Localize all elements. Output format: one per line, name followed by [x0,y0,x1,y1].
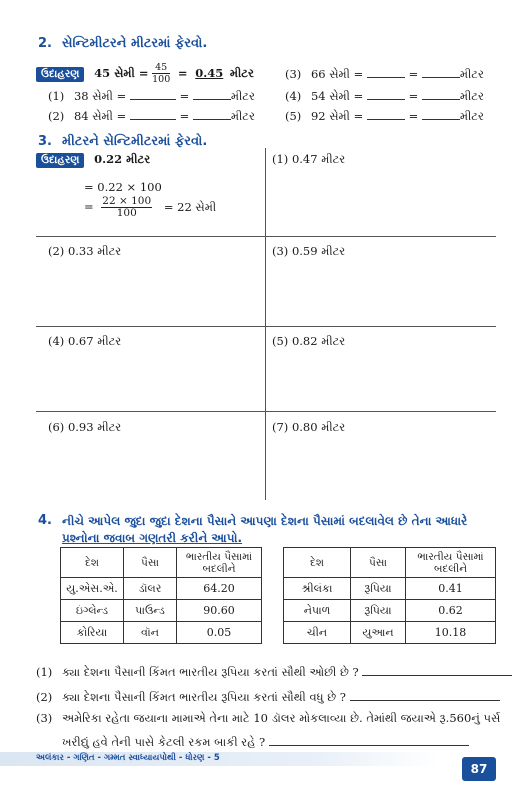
cell-country: યુ.એસ.એ. [61,578,124,600]
unit-label: મીટર [230,109,255,123]
eq-sign: = [179,109,190,123]
unit-label: મીટર [459,89,484,103]
answer-line[interactable] [362,663,512,676]
question-text: ખરીદ્યું હવે તેની પાસે કેટલી રકમ બાકી રહે ? [62,735,266,749]
table-row [284,578,496,600]
cell-currency: ડૉલર [124,578,177,600]
example-lhs: 45 સેમી = [94,65,149,80]
section-3-number: 3. [38,134,52,149]
section-2-example [36,62,276,84]
question-2 [36,688,496,705]
grid-divider-vertical [265,148,266,500]
cell-value: 0.62 [406,600,496,622]
s3-cell-1: (1) 0.47 મીટર [272,152,346,166]
header-indian-value: ભારતીય પૈસામાં બદલીને [406,548,496,578]
example-fraction [152,62,170,85]
example-result: = 22 સેમી [163,199,217,214]
section-2-title: સેન્ટિમીટરને મીટરમાં ફેરવો. [62,36,208,51]
example-value: 0.22 મીટર [94,152,151,166]
section-4-title-line-2: પ્રશ્નોના જવાબ ગણતરી કરીને આપો. [62,531,243,545]
answer-blank[interactable] [422,108,460,120]
question-3-line-2 [62,733,502,750]
answer-blank[interactable] [193,108,231,120]
eq-sign: = [408,109,419,123]
example-eq: = [177,65,188,80]
item-number: (4) [285,89,302,103]
s3-cell-6: (6) 0.93 મીટર [48,420,122,434]
unit-label: મીટર [230,89,255,103]
example-step-fraction [101,196,152,219]
cell-value: 10.18 [406,622,496,644]
eq-sign: = [408,67,419,81]
answer-blank[interactable] [367,66,405,78]
answer-line[interactable] [350,688,500,701]
item-text: 84 સેમી = [73,109,127,123]
footer-text: અલંકાર - ગણિત - ગમ્મત સ્વાધ્યાયપોથી - ધોરણ - 5 [36,753,220,763]
answer-blank[interactable] [130,108,176,120]
section-4-number: 4. [38,513,52,528]
header-country: દેશ [284,548,351,578]
s3-cell-2: (2) 0.33 મીટર [48,244,122,258]
section-3-title: મીટરને સેન્ટિમીટરમાં ફેરવો. [62,134,208,149]
eq-sign: = [408,89,419,103]
table-row [61,622,262,644]
example-tag: ઉદાહરણ [36,153,84,168]
header-indian-value: ભારતીય પૈસામાં બદલીને [177,548,262,578]
cell-country: શ્રીલંકા [284,578,351,600]
cell-value: 64.20 [177,578,262,600]
s3-cell-3: (3) 0.59 મીટર [272,244,346,258]
question-text: ક્યા દેશના પૈસાની કિંમત ભારતીય રૂપિયા કરતાં સૌથી ઓછી છે ? [61,665,359,679]
section-3-example [36,152,150,167]
cell-country: ચીન [284,622,351,644]
cell-currency: વૉન [124,622,177,644]
example-step-2 [84,196,216,219]
question-number: (2) [36,690,53,704]
answer-blank[interactable] [422,66,460,78]
item-number: (5) [285,109,302,123]
grid-divider [36,326,496,327]
currency-table-2 [283,547,496,644]
s3-cell-4: (4) 0.67 મીટર [48,334,122,348]
answer-blank[interactable] [193,88,231,100]
answer-blank[interactable] [367,108,405,120]
eq-sign: = [84,199,94,214]
page-number: 87 [462,757,496,781]
cell-country: નેપાળ [284,600,351,622]
grid-divider [36,236,496,237]
example-frac-num: 45 [152,62,170,74]
question-3 [36,711,501,726]
cell-value: 0.05 [177,622,262,644]
item-text: 66 સેમી = [310,67,364,81]
cell-value: 0.41 [406,578,496,600]
example-answer: 0.45 [195,65,224,80]
question-1 [36,663,496,680]
cell-value: 90.60 [177,600,262,622]
s3-cell-7: (7) 0.80 મીટર [272,420,346,434]
table-row [61,578,262,600]
item-text: 92 સેમી = [310,109,364,123]
cell-country: ઇંગ્લેન્ડ [61,600,124,622]
section-4-title-line-1: નીચે આપેલ જુદા જુદા દેશના પૈસાને આપણા દેશના પૈસામાં બદલાવેલ છે તેના આધારે [62,514,468,528]
header-country: દેશ [61,548,124,578]
fraction-denominator: 100 [116,207,137,219]
item-number: (1) [48,89,65,103]
s2-item-2 [48,108,255,124]
cell-currency: યુઆન [351,622,406,644]
answer-line[interactable] [269,733,469,746]
table-row [61,600,262,622]
grid-divider [36,411,496,412]
example-step-1: = 0.22 × 100 [84,180,162,194]
item-text: 54 સેમી = [310,89,364,103]
answer-blank[interactable] [422,88,460,100]
cell-currency: રૂપિયા [351,600,406,622]
example-unit: મીટર [229,65,254,80]
s2-item-1 [48,88,255,104]
section-2-number: 2. [38,36,52,51]
s2-item-3 [285,66,484,82]
eq-sign: = [179,89,190,103]
question-text: અમેરિકા રહેતા જયાના મામાએ તેના માટે 10 ડૉલર મોકલાવ્યા છે. તેમાંથી જયાએ રૂ.560નું પર્સ [61,711,501,725]
section-4-title [62,513,502,547]
answer-blank[interactable] [367,88,405,100]
unit-label: મીટર [459,67,484,81]
answer-blank[interactable] [130,88,176,100]
item-number: (2) [48,109,65,123]
table-row [284,622,496,644]
header-currency: પૈસા [124,548,177,578]
s2-item-4 [285,88,484,104]
cell-country: કોરિયા [61,622,124,644]
cell-currency: રૂપિયા [351,578,406,600]
item-number: (3) [285,67,302,81]
question-text: ક્યા દેશના પૈસાની કિંમત ભારતીય રૂપિયા કરતાં સૌથી વધુ છે ? [61,690,346,704]
fraction-numerator: 22 × 100 [102,195,152,207]
cell-currency: પાઉન્ડ [124,600,177,622]
table-row [284,600,496,622]
header-currency: પૈસા [351,548,406,578]
example-frac-den: 100 [152,74,171,85]
s3-cell-5: (5) 0.82 મીટર [272,334,346,348]
s2-item-5 [285,108,484,124]
item-text: 38 સેમી = [73,89,127,103]
question-number: (1) [36,665,53,679]
example-tag: ઉદાહરણ [36,67,84,82]
currency-table-1 [60,547,262,644]
unit-label: મીટર [459,109,484,123]
question-number: (3) [36,711,53,725]
